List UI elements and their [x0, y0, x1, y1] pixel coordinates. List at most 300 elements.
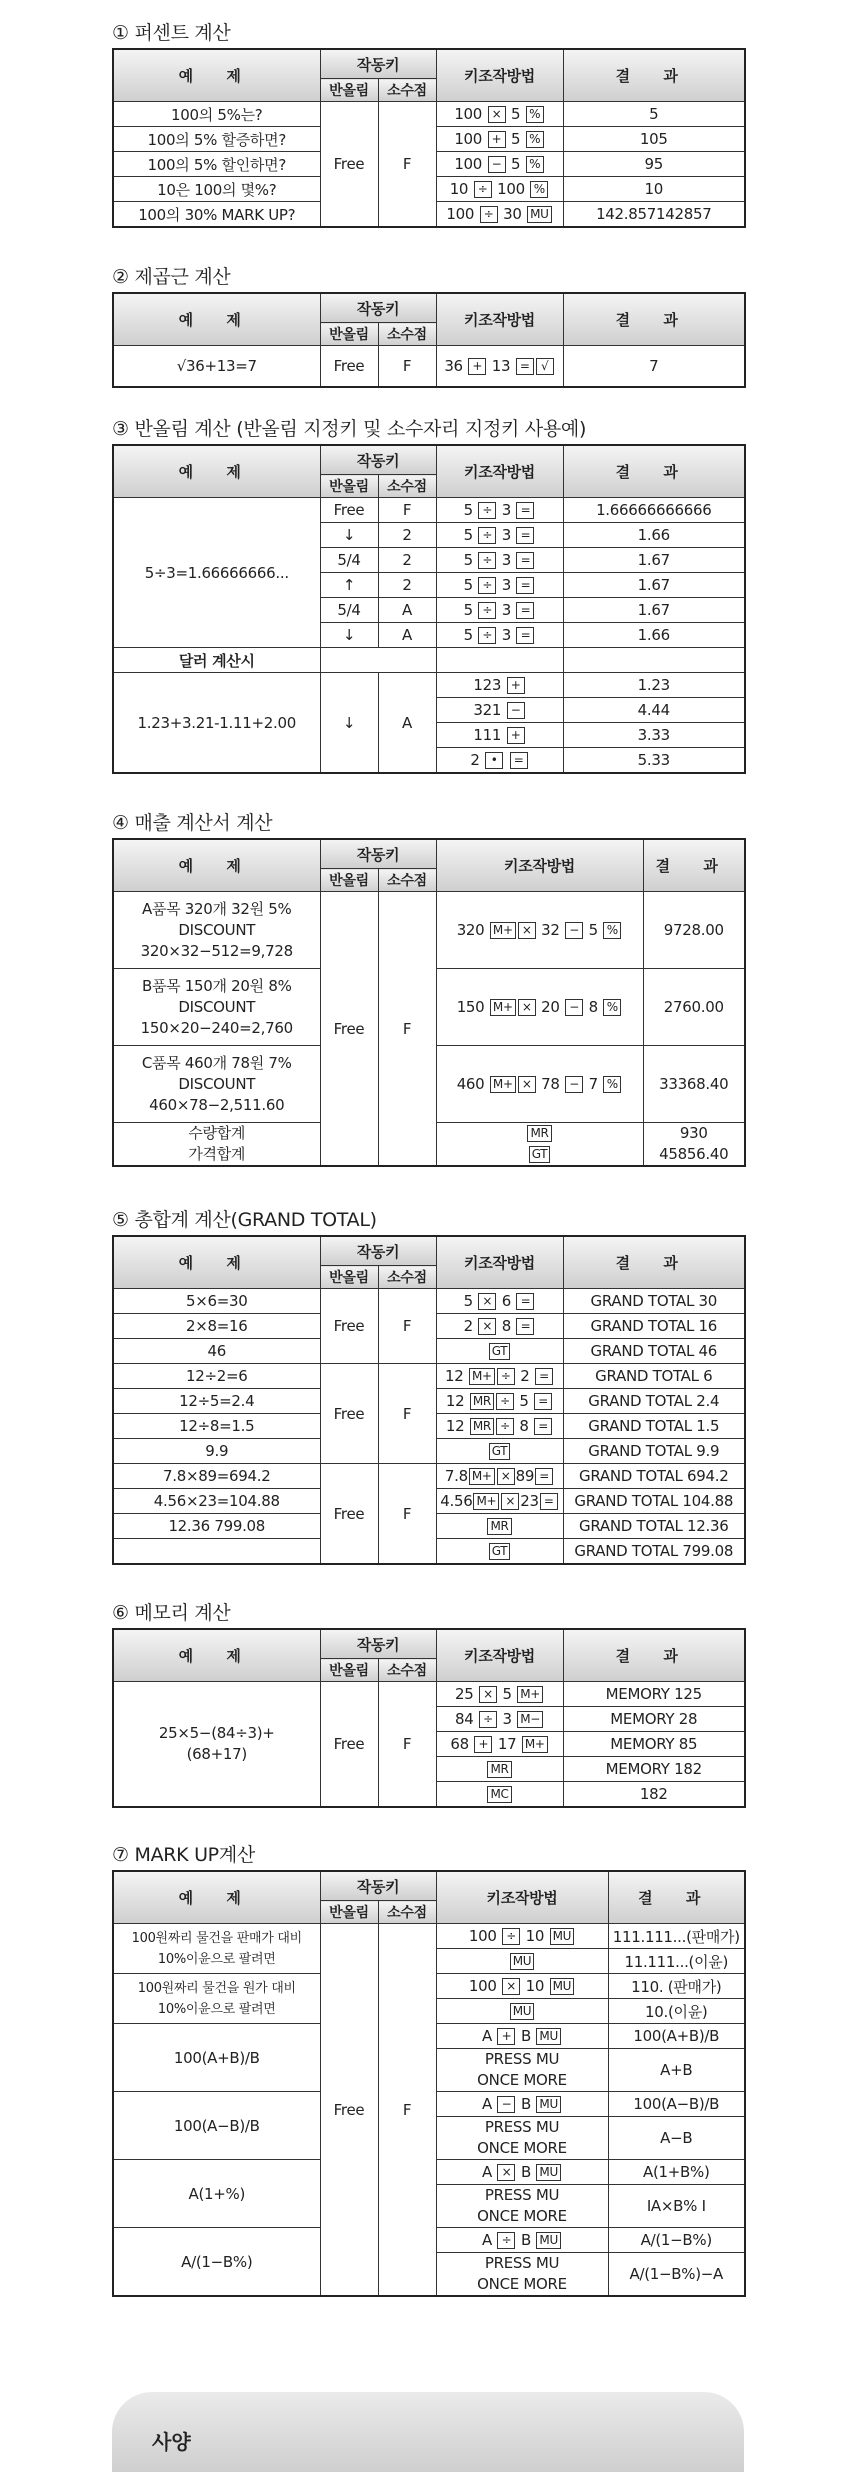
key-sequence — [436, 2160, 608, 2185]
key-label: B — [520, 2027, 531, 2045]
key-sequence — [436, 1949, 608, 1974]
key-box: % — [526, 131, 544, 148]
example-cell: 7.8×89=694.2 — [113, 1464, 320, 1489]
key-sequence — [436, 2049, 608, 2092]
key-sequence — [436, 1439, 563, 1464]
key-box: % — [603, 999, 621, 1016]
key-box: = — [516, 627, 534, 644]
rounding-cell: Free — [320, 1924, 378, 2297]
key-box: = — [516, 358, 534, 375]
result-cell: MEMORY 182 — [563, 1757, 745, 1782]
sales-invoice-table — [112, 838, 746, 1167]
key-label: B — [520, 2095, 531, 2113]
key-box: + — [468, 358, 486, 375]
key-label: 3 — [501, 626, 511, 644]
key-sequence — [436, 152, 563, 177]
key-label: 150 — [456, 998, 485, 1016]
key-label: 5 — [463, 601, 473, 619]
section-title: ⑦ MARK UP계산 — [112, 1844, 255, 1866]
rounding-cell: Free — [320, 1464, 378, 1565]
key-box: = — [516, 502, 534, 519]
key-box: × — [497, 2164, 515, 2181]
key-label: 320 — [456, 921, 485, 939]
table-row — [113, 1464, 745, 1489]
key-box: M+ — [490, 922, 516, 939]
example-cell: A/(1−B%) — [113, 2228, 320, 2297]
totals-label — [113, 1123, 320, 1167]
header-key-method: 키조작방법 — [436, 1629, 563, 1682]
example-line: DISCOUNT — [178, 920, 256, 939]
key-box: % — [526, 156, 544, 173]
key-instruction: PRESS MU — [484, 2118, 560, 2136]
key-sequence — [436, 1414, 563, 1439]
spec-header-band — [112, 2392, 744, 2472]
key-box: MU — [527, 206, 552, 223]
header-decimal: 소수점 — [378, 1266, 436, 1289]
key-label: 5 — [510, 130, 521, 148]
decimal-cell: F — [378, 346, 436, 388]
example-line: B품목 150개 20원 8% — [141, 976, 292, 995]
key-box: = — [534, 1393, 552, 1410]
example-cell — [113, 1924, 320, 1974]
key-sequence — [436, 1314, 563, 1339]
header-example: 예 제 — [113, 49, 320, 102]
key-label: 78 — [541, 1075, 560, 1093]
example-cell: √36+13=7 — [113, 346, 320, 388]
key-sequence — [436, 1389, 563, 1414]
key-box: % — [603, 922, 621, 939]
rounding-cell: Free — [320, 1682, 378, 1808]
key-label: 7.8 — [444, 1467, 468, 1485]
result-cell: GRAND TOTAL 2.4 — [563, 1389, 745, 1414]
section-title: ④ 매출 계산서 계산 — [112, 812, 273, 834]
rounding-cell: ↓ — [320, 673, 378, 774]
example-line: A품목 320개 32원 5% — [141, 899, 292, 918]
key-sequence — [436, 1464, 563, 1489]
key-sequence — [436, 2228, 608, 2253]
key-label: A — [482, 2095, 493, 2113]
section-title: ③ 반올림 계산 (반올림 지정키 및 소수자리 지정키 사용예) — [112, 418, 587, 440]
key-box: % — [530, 181, 548, 198]
section-title: ② 제곱근 계산 — [112, 266, 231, 288]
key-label: 13 — [491, 357, 511, 375]
dollar-subheader: 달러 계산시 — [113, 648, 320, 673]
key-box: ÷ — [479, 1711, 497, 1728]
result-cell: 1.67 — [563, 548, 745, 573]
key-box: × — [502, 1978, 520, 1995]
key-label: B — [520, 2163, 531, 2181]
key-box: + — [488, 131, 506, 148]
key-label: 5 — [463, 551, 473, 569]
key-label: 123 — [473, 676, 502, 694]
key-box: + — [497, 2028, 515, 2045]
decimal-cell: F — [378, 1289, 436, 1364]
key-label: 5 — [510, 155, 521, 173]
key-box: % — [526, 106, 544, 123]
example-cell: 1.23+3.21-1.11+2.00 — [113, 673, 320, 774]
rounding-cell: Free — [320, 498, 378, 523]
result-cell: 4.44 — [563, 698, 745, 723]
key-sequence — [436, 1974, 608, 1999]
table-row — [113, 498, 745, 523]
result-cell: 5.33 — [563, 748, 745, 774]
example-line: 25×5−(84÷3)+ — [158, 1724, 275, 1742]
decimal-cell: F — [378, 1682, 436, 1808]
key-sequence — [436, 1339, 563, 1364]
key-label: 23 — [520, 1492, 539, 1510]
result-cell: A/(1−B%)−A — [608, 2253, 745, 2297]
key-sequence — [436, 2185, 608, 2228]
key-box: ÷ — [478, 602, 496, 619]
key-box: MU — [536, 2232, 561, 2249]
key-box: × — [518, 1076, 536, 1093]
key-label: 12 — [445, 1417, 465, 1435]
key-instruction: PRESS MU — [484, 2254, 560, 2272]
section-sales-invoice — [112, 808, 744, 1167]
header-operation-key: 작동키 — [320, 839, 436, 869]
key-label: 32 — [541, 921, 560, 939]
section-memory — [112, 1598, 744, 1808]
section-title: ① 퍼센트 계산 — [112, 22, 231, 44]
key-sequence — [436, 573, 563, 598]
key-box: MR — [487, 1761, 511, 1778]
example-cell: 12÷2=6 — [113, 1364, 320, 1389]
header-decimal: 소수점 — [378, 475, 436, 498]
key-sequence — [436, 548, 563, 573]
decimal-cell: F — [378, 1364, 436, 1464]
header-rounding: 반올림 — [320, 869, 378, 892]
header-rounding: 반올림 — [320, 475, 378, 498]
key-label: 25 — [455, 1685, 474, 1703]
header-rounding: 반올림 — [320, 79, 378, 102]
key-sequence — [436, 2117, 608, 2160]
key-box: ÷ — [496, 1418, 514, 1435]
result-cell: 7 — [563, 346, 745, 388]
key-sequence — [436, 1539, 563, 1565]
result-cell: 5 — [563, 102, 745, 127]
example-line: 320×32−512=9,728 — [140, 941, 293, 960]
key-label: 30 — [503, 205, 522, 223]
key-box: MU — [510, 1953, 535, 1970]
decimal-cell: 2 — [378, 548, 436, 573]
key-sequence — [436, 1924, 608, 1949]
header-result: 결 과 — [563, 49, 745, 102]
key-label: 111 — [473, 726, 502, 744]
header-rounding: 반올림 — [320, 1901, 378, 1924]
key-label: 2 — [463, 1317, 473, 1335]
key-sequence — [436, 127, 563, 152]
header-example: 예 제 — [113, 1629, 320, 1682]
example-cell — [113, 1682, 320, 1808]
key-sequence — [436, 1289, 563, 1314]
decimal-cell: A — [378, 623, 436, 648]
header-example: 예 제 — [113, 293, 320, 346]
result-cell: 3.33 — [563, 723, 745, 748]
key-box: GT — [489, 1443, 511, 1460]
key-box: = — [534, 1418, 552, 1435]
header-rounding: 반올림 — [320, 1659, 378, 1682]
key-box: ÷ — [478, 502, 496, 519]
example-cell: 4.56×23=104.88 — [113, 1489, 320, 1514]
key-box: = — [510, 752, 528, 769]
result-cell: GRAND TOTAL 6 — [563, 1364, 745, 1389]
result-cell: GRAND TOTAL 46 — [563, 1339, 745, 1364]
key-box: MU — [536, 2096, 561, 2113]
key-sequence — [436, 1999, 608, 2024]
key-sequence — [436, 346, 563, 388]
key-box: = — [516, 577, 534, 594]
header-key-method: 키조작방법 — [436, 839, 643, 892]
example-cell — [113, 1046, 320, 1123]
key-label: 5 — [463, 526, 473, 544]
key-label: 100 — [468, 1977, 497, 1995]
key-label: 12 — [445, 1392, 465, 1410]
key-box: ÷ — [496, 1393, 514, 1410]
key-box: × — [501, 1493, 519, 1510]
header-decimal: 소수점 — [378, 323, 436, 346]
section-title: ⑤ 총합계 계산(GRAND TOTAL) — [112, 1209, 377, 1231]
result-cell: 100(A−B)/B — [608, 2092, 745, 2117]
example-cell: 10은 100의 몇%? — [113, 177, 320, 202]
result-cell: 182 — [563, 1782, 745, 1808]
decimal-cell: F — [378, 1924, 436, 2297]
key-box: = — [516, 552, 534, 569]
table-row — [113, 1289, 745, 1314]
rounding-cell: Free — [320, 1364, 378, 1464]
header-example: 예 제 — [113, 839, 320, 892]
result-cell: 100(A+B)/B — [608, 2024, 745, 2049]
key-box: − — [565, 1076, 583, 1093]
square-root-table — [112, 292, 746, 388]
example-line: 100원짜리 물건을 판매가 대비 — [131, 1930, 302, 1946]
key-sequence — [436, 1489, 563, 1514]
key-box: MU — [550, 1928, 575, 1945]
decimal-cell: 2 — [378, 573, 436, 598]
result-cell: A−B — [608, 2117, 745, 2160]
key-label: 5 — [502, 1685, 512, 1703]
dollar-subheader-row — [113, 648, 745, 673]
key-box: M+ — [469, 1368, 495, 1385]
key-box: MR — [527, 1125, 551, 1142]
percent-table — [112, 48, 746, 228]
header-operation-key: 작동키 — [320, 1236, 436, 1266]
key-box: M+ — [490, 1076, 516, 1093]
example-line: 460×78−2,511.60 — [149, 1095, 285, 1114]
key-sequence — [436, 1757, 563, 1782]
result-cell: 1.67 — [563, 598, 745, 623]
key-box: × — [518, 922, 536, 939]
key-sequence — [436, 1682, 563, 1707]
key-box: × — [478, 1318, 496, 1335]
table-row — [113, 673, 745, 698]
key-sequence — [436, 2024, 608, 2049]
spec-title: 사양 — [152, 2430, 191, 2454]
decimal-cell: F — [378, 498, 436, 523]
key-sequence — [436, 202, 563, 228]
key-box: M+ — [522, 1736, 548, 1753]
rounding-cell: ↓ — [320, 623, 378, 648]
key-sequence — [436, 969, 643, 1046]
header-operation-key: 작동키 — [320, 1629, 436, 1659]
result-cell: MEMORY 28 — [563, 1707, 745, 1732]
header-result: 결 과 — [608, 1871, 745, 1924]
decimal-cell: F — [378, 892, 436, 1167]
example-cell: 100(A−B)/B — [113, 2092, 320, 2160]
table-row — [113, 102, 745, 127]
result-cell: A(1+B%) — [608, 2160, 745, 2185]
rounding-cell: 5/4 — [320, 548, 378, 573]
header-decimal: 소수점 — [378, 79, 436, 102]
result-cell: GRAND TOTAL 30 — [563, 1289, 745, 1314]
key-box: ÷ — [478, 552, 496, 569]
result-cell: A+B — [608, 2049, 745, 2092]
key-box: MR — [470, 1418, 494, 1435]
key-sequence — [436, 1707, 563, 1732]
header-result: 결 과 — [563, 1629, 745, 1682]
result-cell: A/(1−B%) — [608, 2228, 745, 2253]
key-label: 5 — [588, 921, 598, 939]
key-sequence — [436, 2253, 608, 2297]
key-box: ÷ — [497, 1368, 515, 1385]
header-result: 결 과 — [563, 1236, 745, 1289]
key-label: 460 — [456, 1075, 485, 1093]
key-box: ÷ — [474, 181, 492, 198]
key-label: 100 — [454, 155, 483, 173]
key-box: ÷ — [497, 2232, 515, 2249]
key-box: ÷ — [480, 206, 498, 223]
header-result: 결 과 — [563, 445, 745, 498]
key-box: − — [565, 922, 583, 939]
example-cell — [113, 1539, 320, 1565]
table-row — [113, 346, 745, 388]
key-instruction: PRESS MU — [484, 2186, 560, 2204]
header-decimal: 소수점 — [378, 1901, 436, 1924]
key-label: A — [482, 2027, 493, 2045]
example-line: DISCOUNT — [178, 997, 256, 1016]
key-label: 5 — [510, 105, 521, 123]
key-box: M+ — [517, 1686, 543, 1703]
result-cell: 1.23 — [563, 673, 745, 698]
key-box: = — [516, 1318, 534, 1335]
key-box: M− — [517, 1711, 543, 1728]
rounding-cell: ↑ — [320, 573, 378, 598]
markup-table — [112, 1870, 746, 2297]
key-label: 100 — [446, 205, 475, 223]
example-cell: 100의 5% 할인하면? — [113, 152, 320, 177]
key-box: = — [540, 1493, 558, 1510]
key-label: 321 — [473, 701, 502, 719]
header-example: 예 제 — [113, 1236, 320, 1289]
quantity-total-value: 930 — [679, 1124, 708, 1142]
result-cell: GRAND TOTAL 799.08 — [563, 1539, 745, 1565]
key-label: 84 — [455, 1710, 474, 1728]
example-line: 150×20−240=2,760 — [140, 1018, 293, 1037]
key-box: M+ — [490, 999, 516, 1016]
key-label: 3 — [501, 601, 511, 619]
key-box: MU — [536, 2164, 561, 2181]
key-sequence — [436, 1732, 563, 1757]
decimal-cell: A — [378, 673, 436, 774]
header-result: 결 과 — [643, 839, 745, 892]
key-box: − — [488, 156, 506, 173]
key-box: GT — [489, 1343, 511, 1360]
key-label: 5 — [463, 501, 473, 519]
key-sequence — [436, 2092, 608, 2117]
rounding-table — [112, 444, 746, 774]
key-label: 100 — [454, 130, 483, 148]
key-instruction: ONCE MORE — [477, 2139, 567, 2157]
key-label: A — [482, 2163, 493, 2181]
decimal-cell: 2 — [378, 523, 436, 548]
key-sequence — [436, 673, 563, 698]
key-box: × — [478, 1293, 496, 1310]
example-cell — [113, 1974, 320, 2024]
key-box: = — [535, 1368, 553, 1385]
key-label: 3 — [501, 576, 511, 594]
header-decimal: 소수점 — [378, 869, 436, 892]
key-label: 3 — [502, 1710, 512, 1728]
example-line: 10%이윤으로 팔려면 — [157, 1951, 276, 1967]
key-sequence — [436, 1123, 643, 1167]
header-operation-key: 작동키 — [320, 445, 436, 475]
key-box: ÷ — [478, 527, 496, 544]
key-sequence — [436, 598, 563, 623]
table-row — [113, 892, 745, 969]
key-label: 10 — [525, 1927, 545, 1945]
result-cell: 105 — [563, 127, 745, 152]
key-label: 68 — [450, 1735, 469, 1753]
example-cell: 100(A+B)/B — [113, 2024, 320, 2092]
result-cell: MEMORY 125 — [563, 1682, 745, 1707]
key-label: 8 — [501, 1317, 511, 1335]
key-sequence — [436, 1364, 563, 1389]
result-cell: GRAND TOTAL 104.88 — [563, 1489, 745, 1514]
result-cell: 11.111...(이윤) — [608, 1949, 745, 1974]
key-sequence — [436, 523, 563, 548]
key-label: 12 — [445, 1367, 464, 1385]
key-label: 2 — [520, 1367, 530, 1385]
key-label: 4.56 — [440, 1492, 473, 1510]
example-line: (68+17) — [186, 1745, 247, 1763]
key-box: × — [488, 106, 506, 123]
rounding-cell: Free — [320, 346, 378, 388]
header-key-method: 키조작방법 — [436, 49, 563, 102]
header-operation-key: 작동키 — [320, 293, 436, 323]
header-key-method: 키조작방법 — [436, 1236, 563, 1289]
header-example: 예 제 — [113, 1871, 320, 1924]
key-box: M+ — [469, 1468, 495, 1485]
example-cell — [113, 969, 320, 1046]
result-cell: 142.857142857 — [563, 202, 745, 228]
result-cell: 10 — [563, 177, 745, 202]
quantity-total-label: 수량합계 — [188, 1124, 246, 1142]
key-label: 5 — [463, 1292, 473, 1310]
key-label: 8 — [588, 998, 598, 1016]
example-cell: 9.9 — [113, 1439, 320, 1464]
example-cell: 100의 5%는? — [113, 102, 320, 127]
key-box: + — [507, 677, 525, 694]
result-cell: GRAND TOTAL 12.36 — [563, 1514, 745, 1539]
example-cell: 12÷5=2.4 — [113, 1389, 320, 1414]
example-line: 100원짜리 물건을 원가 대비 — [137, 1980, 296, 1996]
key-box: MC — [487, 1786, 511, 1803]
key-label: 8 — [519, 1417, 529, 1435]
key-box: × — [497, 1468, 515, 1485]
key-label: 5 — [463, 626, 473, 644]
section-markup — [112, 1840, 744, 2297]
key-sequence — [436, 623, 563, 648]
example-line: DISCOUNT — [178, 1074, 256, 1093]
